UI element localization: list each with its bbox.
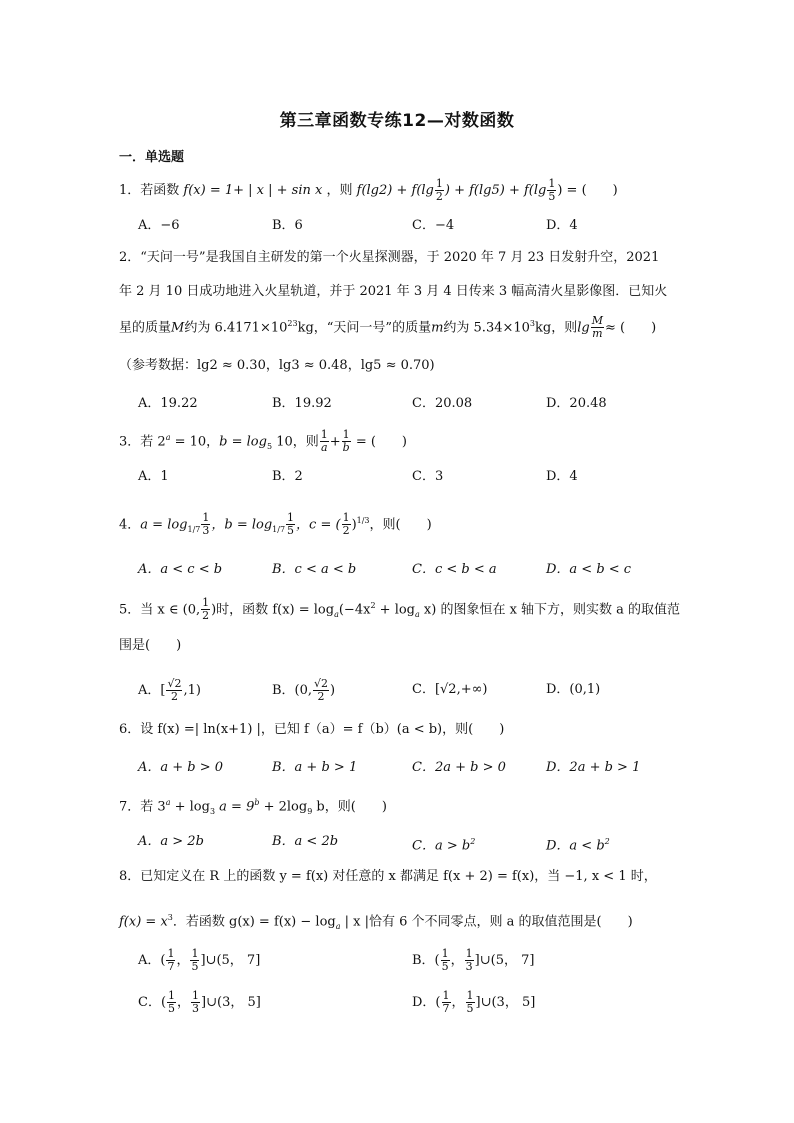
q5-optB-1: B．(0, [272,683,313,698]
q3-frac-2 [342,429,351,454]
q8-sub: a [335,921,341,931]
q5-b: )时，函数 f(x) = log [211,602,335,618]
q4-c: ，b = log [211,517,273,533]
q1-frac-2-den: 5 [548,190,556,203]
q3-option-d[interactable]: D．4 [546,469,578,484]
q8-optB-comma: ， [450,953,464,968]
q2-frac [591,315,604,340]
q7-optC-text: C．a > b [412,838,471,854]
q8-optA-label: A．( [138,953,166,968]
q8-optA-d1: 7 [167,960,175,973]
q3-f1d: a [320,441,328,455]
q8-option-a[interactable] [138,948,260,973]
q5-frac [201,597,210,622]
q5-optA-num: √2 [167,677,182,690]
q7-e: b，则( ) [312,799,387,815]
q8-line-2 [119,908,633,937]
q5-optB-2: ) [330,683,336,698]
q1-frac-1-num: 1 [435,177,443,190]
q2-m: m [431,320,444,336]
q5-option-b[interactable] [272,678,335,703]
q7-optD-exp: 2 [604,837,610,846]
q4-a: 4． [119,517,141,533]
q8-optC-d1: 5 [168,1002,176,1015]
q2-l3a: 星的质量 [119,320,172,336]
q8-optA-frac-1 [166,948,175,973]
q7-exp-2: b [254,798,260,807]
q6-option-b[interactable]: B．a + b > 1 [272,760,358,775]
q5-d: + log [375,602,415,618]
q2-exp-1: 23 [287,319,298,328]
q5-a: 5．当 x ∈ (0, [119,602,201,618]
q8-optA-comma: ， [176,953,190,968]
q5-exp: 2 [370,601,376,610]
q4-b: a = log [140,517,188,533]
q8-optB-d2: 3 [465,960,473,973]
q3-exp: a [165,433,171,442]
q3-frac-1 [320,429,329,454]
q5-line-2: 围是( ) [119,638,182,653]
q4-sub-2: 1/7 [272,524,286,534]
q1-frac-1 [435,178,444,203]
q5-optB-den: 2 [317,690,325,703]
q8-optD-tail: ]∪(3， 5] [475,995,536,1010]
q8-optC-d2: 3 [192,1002,200,1015]
q8-optD-frac-2 [466,990,475,1015]
q7-option-a[interactable]: A．a > 2b [138,834,204,849]
q4-frac-1 [201,512,210,537]
q2-frac-num: M [591,314,603,328]
q4-f3d: 2 [342,524,350,538]
q5-sub-1: a [334,609,339,619]
q8-optA-n1: 1 [167,947,175,960]
q3-f2n: 1 [342,428,350,442]
q8-optD-d1: 7 [442,1002,450,1015]
section-heading: 一．单选题 [119,150,185,165]
q8-l2c: | x |恰有 6 个不同零点，则 a 的取值范围是( ) [340,914,633,930]
q7-option-b[interactable]: B．a < 2b [272,834,339,849]
q3-option-a[interactable]: A．1 [138,469,169,484]
q8-optC-frac-1 [167,990,176,1015]
q8-l2b: ．若函数 g(x) = f(x) − log [172,914,336,930]
q7-c: a = 9 [215,799,255,815]
q3-b: = 10， [170,434,220,450]
q7-a: 7．若 3 [119,799,166,815]
q5-c: (−4x [338,602,371,618]
q5-optA-1: A．[ [138,683,166,698]
q7-option-c[interactable] [412,832,475,856]
q1-expr-c: ) = ( ) [557,183,618,198]
q4-f2d: 5 [287,524,295,538]
q5-optB-num: √2 [314,677,329,690]
q8-optC-tail: ]∪(3， 5] [201,995,261,1010]
question-3 [119,428,407,457]
q8-optD-d2: 5 [466,1002,474,1015]
q2-line-2: 年 2 月 10 日成功地进入火星轨道，并于 2021 年 3 月 4 日传来 3 幅高清火星影像图．已知火 [119,284,668,299]
q7-b: + log [170,799,210,815]
q2-option-a[interactable]: A．19.22 [138,396,198,411]
q8-optB-frac-2 [465,948,474,973]
q5-optA-frac [166,678,182,703]
page-title: 第三章函数专练12—对数函数 [279,111,515,131]
q7-d: + 2log [259,799,308,815]
q2-option-c[interactable]: C．20.08 [412,396,473,411]
q5-option-d[interactable]: D．(0,1) [546,682,601,697]
q3-plus: + [329,434,341,450]
q8-optB-tail: ]∪(5， 7] [474,953,535,968]
q2-l3e: kg，则 [535,320,578,336]
q8-optD-n1: 1 [442,989,450,1002]
q5-option-c[interactable]: C．[√2,+∞) [412,682,488,697]
q6-option-a[interactable]: A．a + b > 0 [138,760,224,775]
q2-lg: lg [577,320,590,336]
q7-exp-1: a [165,798,171,807]
q8-optC-frac-2 [191,990,200,1015]
q2-line-1: 2．“天问一号”是我国自主研发的第一个火星探测器，于 2020 年 7 月 23 日发射升空，2021 [119,250,660,265]
q3-f1n: 1 [320,428,328,442]
q1-func: f(x) = 1+ | x | + sin x [183,183,323,198]
q1-option-c[interactable]: C．−4 [412,218,455,233]
q2-frac-den: m [592,327,603,341]
q8-optA-frac-2 [190,948,199,973]
question-1 [119,178,618,203]
q2-l3f: ≈ ( ) [604,320,657,336]
q2-reference: （参考数据：lg2 ≈ 0.30，lg3 ≈ 0.48，lg5 ≈ 0.70) [119,358,435,373]
question-4 [119,511,432,540]
q5-e: x) 的图象恒在 x 轴下方，则实数 a 的取值范 [419,602,681,618]
q8-optD-n2: 1 [466,989,474,1002]
q5-sub-2: a [415,609,420,619]
q5-fn: 1 [202,596,210,610]
q8-option-b[interactable] [412,948,534,973]
q4-option-d[interactable]: D．a < b < c [546,562,632,577]
q4-f: ，则( ) [369,517,432,533]
q4-option-b[interactable]: B．c < a < b [272,562,357,577]
q8-l2a: f(x) = x [119,914,168,930]
q1-option-d[interactable]: D．4 [546,218,578,233]
q4-f1n: 1 [202,511,210,525]
question-7 [119,793,387,822]
q1-prefix: 1．若函数 [119,183,180,198]
q3-option-c[interactable]: C．3 [412,469,444,484]
q5-optA-den: 2 [170,690,178,703]
q5-option-a[interactable] [138,678,201,703]
q3-a: 3．若 2 [119,434,166,450]
q7-sub-2: 9 [307,806,313,816]
q8-optB-n2: 1 [465,947,473,960]
q8-optB-frac-1 [441,948,450,973]
q1-option-a[interactable]: A．−6 [138,218,180,233]
q3-d: 10，则 [272,434,319,450]
q3-sub: 5 [266,441,273,451]
q1-mid: ，则 [326,183,353,198]
q6-option-c[interactable]: C．2a + b > 0 [412,760,506,775]
q8-optD-frac-1 [442,990,451,1015]
q5-optB-frac [313,678,329,703]
q5-fd: 2 [202,609,210,623]
q1-expr-a: f(lg2) + f(lg [356,183,434,198]
q8-optA-d2: 5 [191,960,199,973]
q8-optC-comma: ， [177,995,191,1010]
q4-frac-3 [342,512,351,537]
q8-optA-n2: 1 [191,947,199,960]
q8-optB-label: B．( [412,953,440,968]
q2-exp-2: 3 [529,319,536,328]
q8-option-d[interactable] [412,990,535,1015]
q8-line-1: 8．已知定义在 R 上的函数 y = f(x) 对任意的 x 都满足 f(x + 2) = f(x)，当 −1, x < 1 时， [119,869,657,884]
q4-option-c[interactable]: C．c < b < a [412,562,497,577]
q4-f1d: 3 [202,524,210,538]
q2-l3d: 约为 5.34×10 [443,320,530,336]
q1-option-b[interactable]: B．6 [272,218,303,233]
q3-c: b = log [219,434,267,450]
q3-e: = ( ) [351,434,408,450]
q2-l3b: 约为 6.4171×10 [184,320,288,336]
q8-optA-tail: ]∪(5， 7] [200,953,261,968]
q2-l3c: kg，“天问一号”的质量 [297,320,432,336]
q8-optC-n1: 1 [168,989,176,1002]
q8-optC-label: C．( [138,995,167,1010]
q7-option-d[interactable] [546,832,610,856]
q2-option-d[interactable]: D．20.48 [546,396,607,411]
q1-expr-b: ) + f(lg5) + f(lg [444,183,547,198]
q1-frac-2 [547,178,556,203]
q7-optC-exp: 2 [470,837,476,846]
q2-option-b[interactable]: B．19.92 [272,396,332,411]
q4-d: ，c = ( [296,517,341,533]
q2-line-3 [119,314,656,340]
q8-optD-label: D．( [412,995,441,1010]
q3-f2d: b [342,441,350,455]
q4-option-a[interactable]: A．a < c < b [138,562,223,577]
q4-frac-2 [286,512,295,537]
q4-sub-1: 1/7 [187,524,201,534]
q4-f3n: 1 [342,511,350,525]
q6-option-d[interactable]: D．2a + b > 1 [546,760,641,775]
q4-e: ) [351,517,357,533]
q4-f2n: 1 [287,511,295,525]
question-5 [119,596,680,625]
q3-option-b[interactable]: B．2 [272,469,303,484]
q8-exp: 3 [167,913,173,922]
q8-optD-comma: ， [451,995,465,1010]
q4-exp: 1/3 [356,516,370,525]
q5-optA-2: ,1) [183,683,201,698]
q8-optC-n2: 1 [192,989,200,1002]
q1-frac-1-den: 2 [435,190,443,203]
q7-sub-1: 3 [209,806,216,816]
question-6: 6．设 f(x) =| ln(x+1) |，已知 f（a）= f（b）(a < b)，则( ) [119,722,505,737]
q8-optB-n1: 1 [441,947,449,960]
q1-frac-2-num: 1 [548,177,556,190]
q2-M: M [171,320,185,336]
q8-optB-d1: 5 [441,960,449,973]
q7-optD-text: D．a < b [546,838,605,854]
q8-option-c[interactable] [138,990,261,1015]
